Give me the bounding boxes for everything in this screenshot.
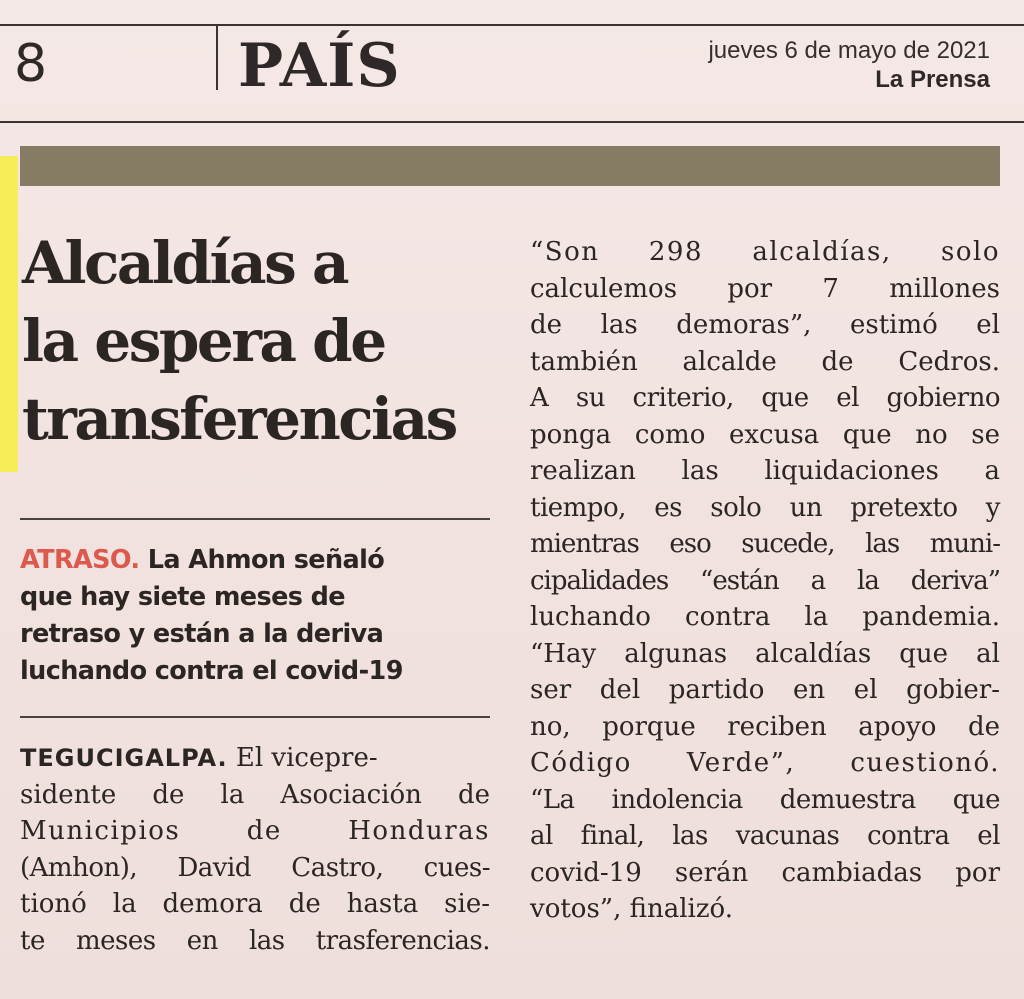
body-line: luchando contra la pandemia.	[530, 602, 1000, 632]
summary-bottom-rule	[20, 716, 490, 718]
body-line: (Amhon), David Castro, cues-	[20, 852, 490, 883]
body-line: “La indolencia demuestra que	[530, 784, 1000, 815]
page-number: 8	[14, 34, 48, 94]
body-line: realizan las liquidaciones a	[530, 456, 1000, 486]
body-line	[20, 740, 490, 777]
body-line: “Hay algunas alcaldías que al	[530, 638, 1000, 669]
body-line: también alcalde de Cedros.	[530, 346, 1000, 377]
body-line: “Son 298 alcaldías, solo	[530, 237, 1000, 267]
summary-line: que hay siete meses de	[20, 582, 345, 612]
body-column-left	[20, 740, 490, 959]
body-line: tiempo, es solo un pretexto y	[530, 492, 1000, 523]
dateline: TEGUCIGALPA.	[20, 744, 228, 772]
headline-line: la espera de	[22, 307, 385, 375]
body-line: covid-19 serán cambiadas por	[530, 857, 1000, 888]
newspaper-name: La Prensa	[875, 66, 990, 93]
body-line: A su criterio, que el gobierno	[530, 383, 1000, 413]
summary-deck	[20, 542, 490, 690]
header-bottom-rule	[0, 121, 1024, 123]
body-line: al final, las vacunas contra el	[530, 821, 1000, 851]
headline	[22, 224, 502, 458]
body-line: Municipios de Honduras	[20, 816, 490, 846]
summary-top-rule	[20, 518, 490, 520]
body-line: Código Verde”, cuestionó.	[530, 748, 1000, 778]
summary-text: La Ahmon señaló	[139, 545, 385, 575]
headline-line: Alcaldías a	[22, 229, 348, 297]
body-line: te meses en las trasferencias.	[20, 925, 490, 956]
banner-bar	[20, 146, 1000, 186]
summary-line: luchando contra el covid-19	[20, 656, 403, 686]
body-line: de las demoras”, estimó el	[530, 310, 1000, 340]
body-line: sidente de la Asociación de	[20, 779, 490, 810]
body-line: ponga como excusa que no se	[530, 419, 1000, 450]
publication-date: jueves 6 de mayo de 2021	[708, 37, 990, 64]
header-top-rule	[0, 24, 1024, 26]
body-line: no, porque reciben apoyo de	[530, 711, 1000, 742]
body-line: tionó la demora de hasta sie-	[20, 889, 490, 919]
body-line: mientras eso sucede, las muni-	[530, 529, 1000, 559]
header-divider	[216, 26, 218, 90]
body-text: El vicepre-	[227, 743, 378, 773]
accent-bar	[0, 156, 18, 472]
body-line: cipalidades “están a la deriva”	[530, 565, 1000, 596]
body-line: votos”, finalizó.	[530, 894, 733, 924]
headline-line: transferencias	[22, 385, 456, 453]
summary-line: retraso y están a la deriva	[20, 619, 384, 649]
summary-line	[20, 542, 490, 579]
body-line: calculemos por 7 millones	[530, 273, 1000, 304]
section-title: PAÍS	[238, 31, 401, 101]
body-line: ser del partido en el gobier-	[530, 675, 1000, 705]
summary-kicker: ATRASO.	[20, 545, 140, 575]
body-column-right	[530, 234, 1000, 928]
